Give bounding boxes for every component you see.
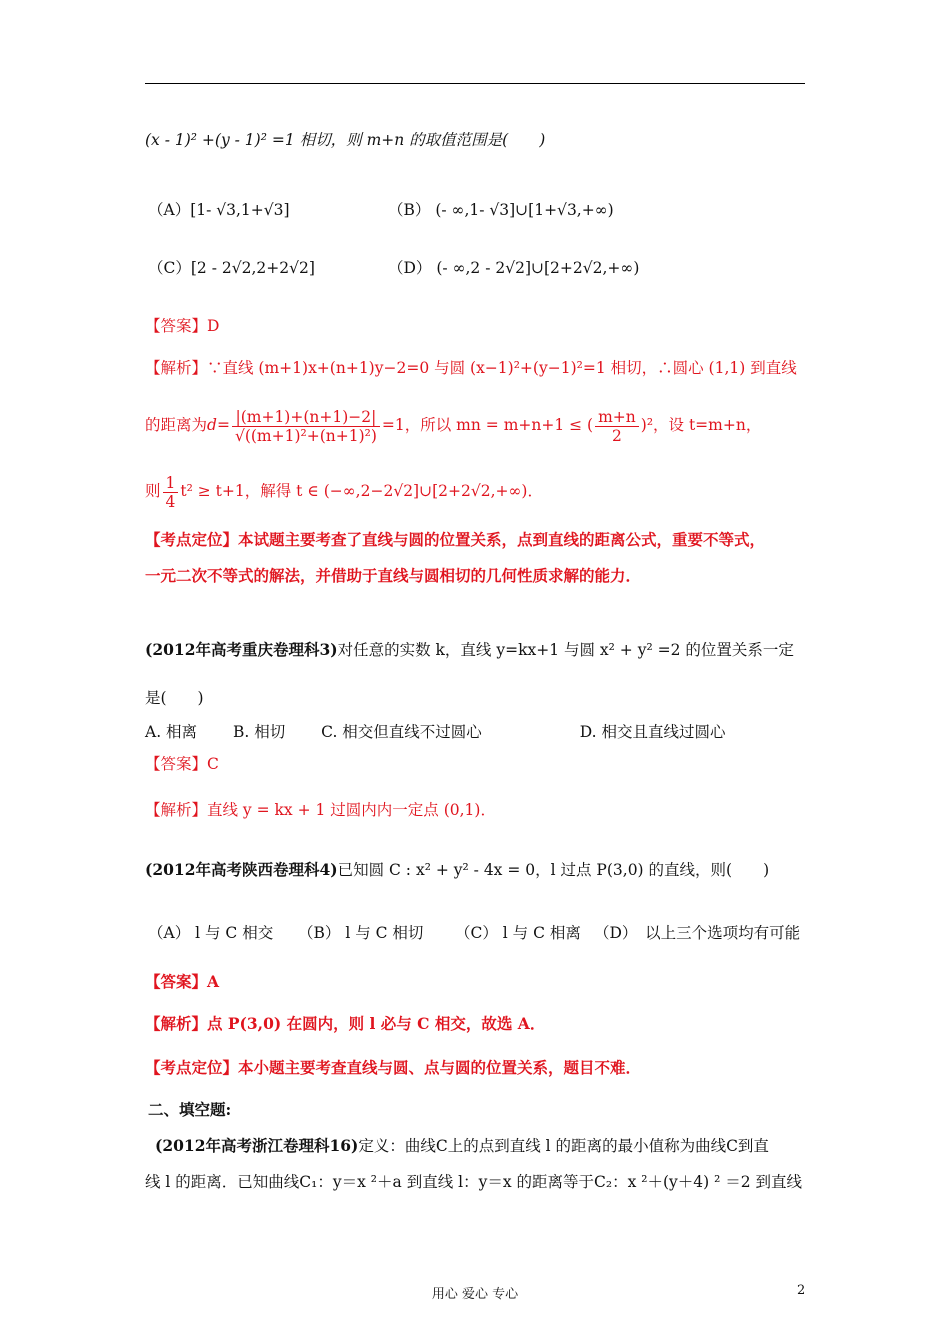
solution-1-line3 [145,468,543,514]
section-heading: 二、填空题: [148,1100,232,1119]
answer-1: 【答案】D [145,317,220,335]
header-rule [145,83,805,84]
q3-option-a: （A） l 与 C 相交 [148,924,274,942]
key-point-1-line2: 一元二次不等式的解法，并借助于直线与圆相切的几何性质求解的能力． [145,566,642,585]
question-source: (2012年高考重庆卷理科3) [145,640,338,659]
option-d: （D） (- ∞,2 - 2√2]∪[2+2√2,+∞) [388,259,640,277]
question-text: 对任意的实数 k，直线 y=kx+1 与圆 x² + y² =2 的位置关系一定 [337,641,794,659]
fraction-numerator: |(m+1)+(n+1)−2| [232,408,380,427]
question-3 [145,860,769,880]
solution-text: =1，所以 mn = m+n+1 ≤ ( [381,416,594,434]
option-c: （C）[2 - 2√2,2+2√2] [148,259,315,277]
solution-2: 【解析】直线 y = kx + 1 过圆内内一定点 (0,1)． [145,801,496,819]
page-footer: 用心 爱心 专心 [431,1287,519,1302]
option-a: （A）[1- √3,1+√3] [148,201,290,219]
question-2 [145,640,794,660]
solution-text: )²，设 t=m+n， [640,416,762,434]
solution-3: 【解析】点 P(3,0) 在圆内，则 l 必与 C 相交，故选 A． [145,1014,546,1033]
solution-text: 的距离为 [145,416,208,434]
question-line: (x - 1)² +(y - 1)² =1 相切，则 m+n 的取值范围是( ) [145,131,546,149]
page-number: 2 [797,1283,806,1298]
q3-option-d: （D） 以上三个选项均有可能 [594,924,801,942]
quarter-fraction [163,474,179,511]
key-point-1-line1: 【考点定位】本试题主要考查了直线与圆的位置关系，点到直线的距离公式，重要不等式， [145,530,766,549]
solution-text: t² ≥ t+1，解得 t ∈ (−∞,2−2√2]∪[2+2√2,+∞)． [180,482,543,500]
answer-2: 【答案】C [145,755,219,773]
solution-1-line1: 【解析】∵直线 (m+1)x+(n+1)y−2=0 与圆 (x−1)²+(y−1)²=1 相切，∴圆心 (1,1) 到直线 [145,359,797,377]
fraction-numerator: 1 [163,474,179,493]
key-point-3: 【考点定位】本小题主要考查直线与圆、点与圆的位置关系，题目不难． [145,1058,642,1077]
fraction-numerator: m+n [595,408,639,427]
answer-3: 【答案】A [145,972,220,991]
distance-fraction [232,408,380,445]
inequality-fraction [595,408,639,445]
question-2-options: A. 相离 B. 相切 C. 相交但直线不过圆心 D. 相交且直线过圆心 [145,723,726,741]
question-2-cont: 是( ) [145,689,204,707]
question-4 [155,1136,769,1156]
question-text: 定义：曲线C上的点到直线 l 的距离的最小值称为曲线C到直 [358,1137,769,1155]
q3-option-c: （C） l 与 C 相离 [455,924,581,942]
fraction-denominator: 4 [165,492,176,511]
fraction-denominator: 2 [611,426,622,445]
solution-1-line2 [145,400,761,450]
question-4-line2: 线 l 的距离．已知曲线C₁：y＝x ²＋a 到直线 l：y＝x 的距离等于C₂：x ²＋(y＋4) ² ＝2 到直线 [145,1173,803,1191]
question-text: 已知圆 C : x² + y² - 4x = 0，l 过点 P(3,0) 的直线，则( ) [337,861,770,879]
q3-option-b: （B） l 与 C 相切 [298,924,424,942]
solution-text: 则 [145,482,161,500]
fraction-denominator: √((m+1)²+(n+1)²) [234,426,377,445]
solution-math: d= [207,416,230,434]
question-source: (2012年高考浙江卷理科16) [155,1136,359,1155]
option-b: （B） (- ∞,1- √3]∪[1+√3,+∞) [388,201,614,219]
question-source: (2012年高考陕西卷理科4) [145,860,338,879]
